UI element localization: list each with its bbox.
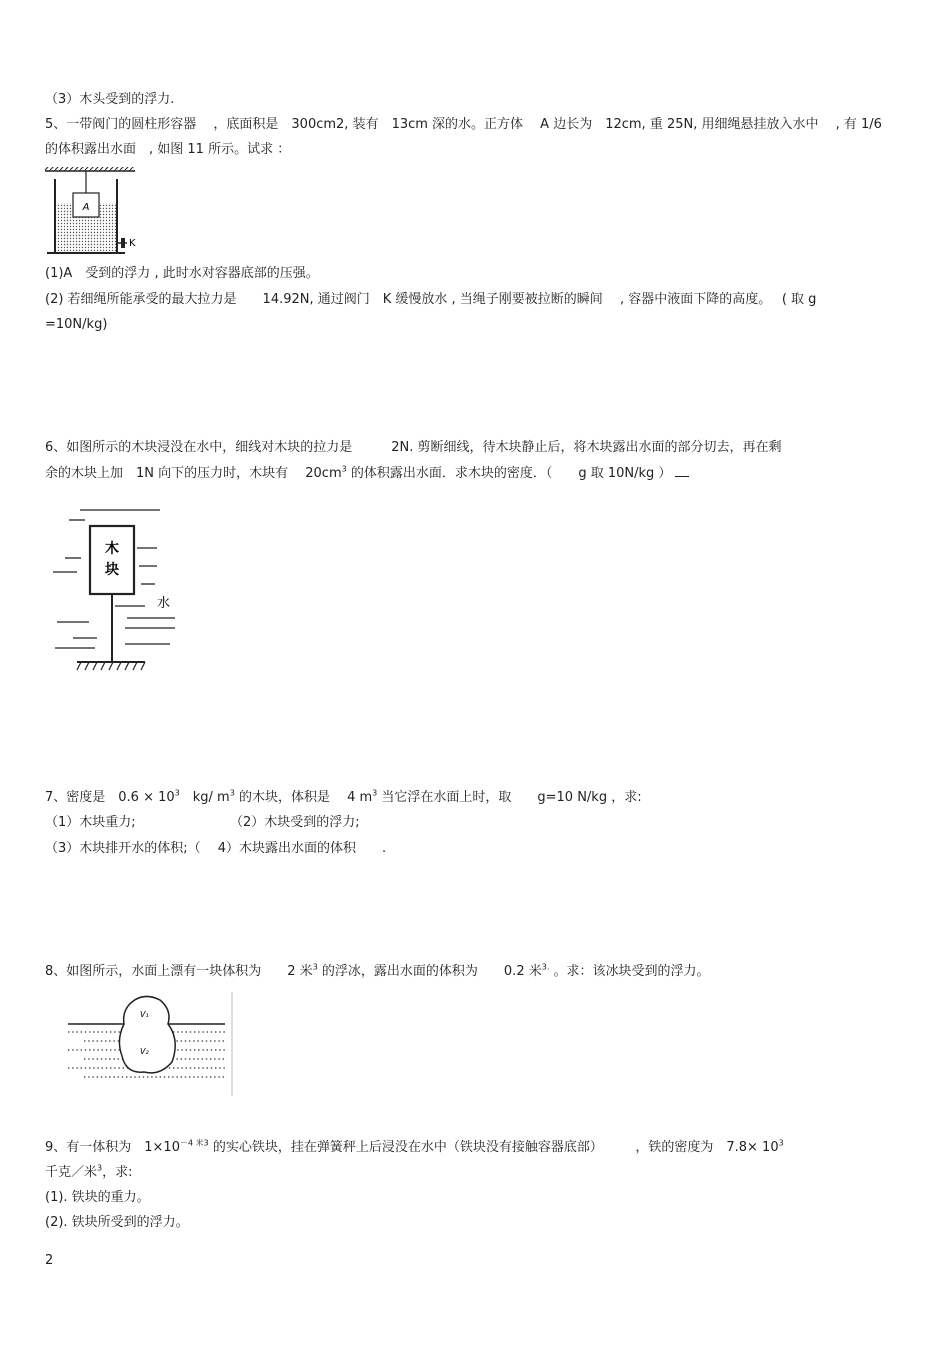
q9-line1: 9、有一体积为 $1\times 10^{-4 米3}$ 的实心铁块，挂在弹簧秤上后浸没在水中（铁块没有接触容器底部） ，铁的密度为 $7.8\times 10^3$ bbox=[45, 1138, 784, 1155]
q7-sub3: （3）木块排开水的体积;（ 4）木块露出水面的体积 . bbox=[45, 841, 387, 856]
q8-v2-label: V₂ bbox=[140, 1047, 149, 1056]
q4-sub3: （3）木头受到的浮力. bbox=[45, 92, 175, 107]
q6-line1: 6、如图所示的木块浸没在水中，细线对木块的拉力是 2N. 剪断细线，待木块静止后，将木块露出水面的部分切去，再在剩 bbox=[45, 440, 782, 455]
q8-line1: 8、如图所示，水面上漂有一块体积为 2 米$^3$ 的浮冰，露出水面的体积为 0.2 米$^{3.}$ 。求：该冰块受到的浮力。 bbox=[45, 962, 710, 979]
q6-block-char2: 块 bbox=[105, 562, 119, 578]
q5-line1: 5、一带阀门的圆柱形容器 ，底面积是 300cm2, 装有 13cm 深的水。正方体 A 边长为 12cm, 重 25N, 用细绳悬挂放入水中 , 有 1/6 bbox=[45, 117, 882, 132]
q6-water-label: 水 bbox=[157, 596, 171, 611]
q7-sub2: （2）木块受到的浮力; bbox=[230, 815, 360, 830]
q7-line1: 7、密度是 $0.6 \times 10^3$ kg/ $m^3$ 的木块，体积是 4 $m^3$ 当它浮在水面上时，取 g=10 N/kg ，求: bbox=[45, 788, 642, 805]
q9-sub2: (2). 铁块所受到的浮力。 bbox=[45, 1215, 189, 1230]
q8-figure bbox=[60, 990, 245, 1100]
q5-figure bbox=[45, 165, 145, 257]
q5-sub2-cont: =10N/kg) bbox=[45, 317, 108, 332]
q5-valve-label: K bbox=[129, 238, 136, 249]
q6-line2: 余的木块上加 1N 向下的压力时，木块有 $20cm^3$ 的体积露出水面．求木块的密度．（ g 取 10N/kg ） bbox=[45, 466, 689, 482]
q5-sub2: (2) 若细绳所能承受的最大拉力是 14.92N, 通过阀门 K 缓慢放水 , 当绳子刚要被拉断的瞬间 , 容器中液面下降的高度。 ( 取 g bbox=[45, 292, 817, 307]
q5-line2: 的体积露出水面 , 如图 11 所示。试求 ： bbox=[45, 142, 291, 157]
q8-v1-label: V₁ bbox=[140, 1010, 149, 1019]
page-number: 2 bbox=[45, 1253, 54, 1268]
q6-block-char1: 木 bbox=[105, 541, 119, 557]
q6-figure bbox=[45, 500, 185, 675]
q9-sub1: (1). 铁块的重力。 bbox=[45, 1190, 150, 1205]
q5-block-label: A bbox=[82, 202, 90, 213]
q7-sub1: （1）木块重力; bbox=[45, 815, 136, 830]
q9-line2: 千克／米$^3$，求: bbox=[45, 1163, 133, 1180]
q5-sub1: (1)A 受到的浮力 , 此时水对容器底部的压强。 bbox=[45, 266, 319, 281]
